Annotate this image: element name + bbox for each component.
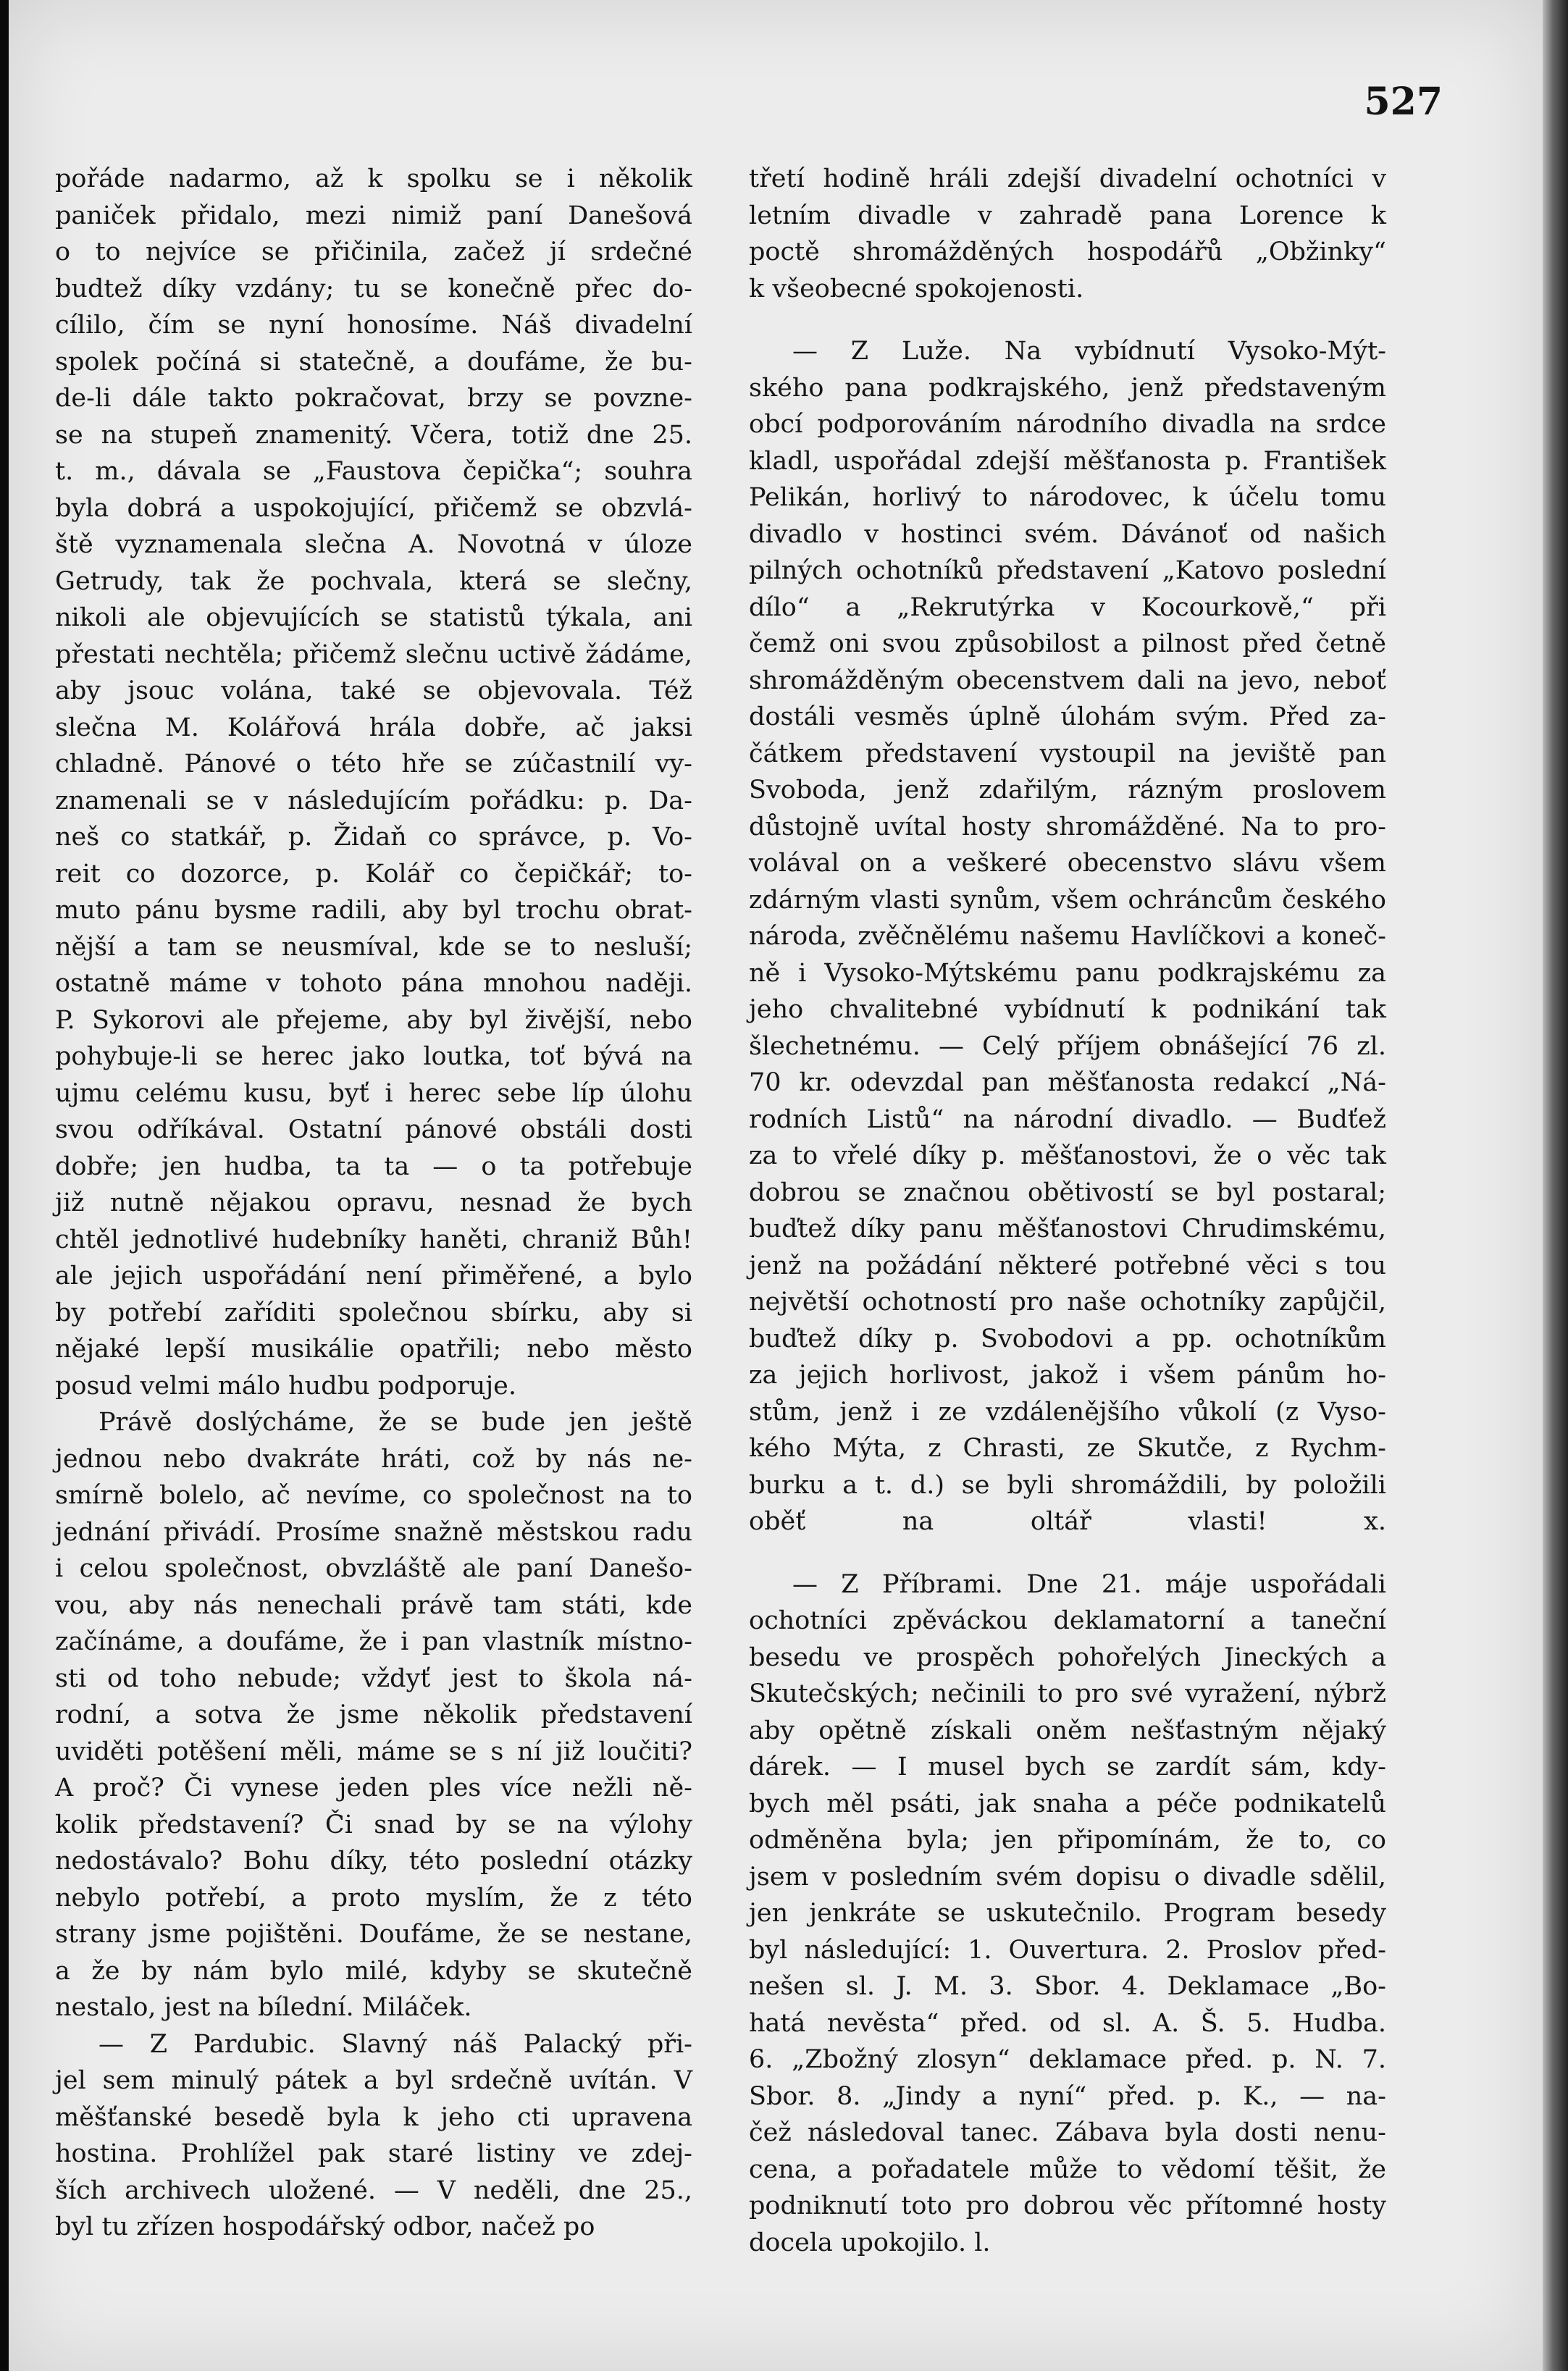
text-line: shromážděným obecenstvem dali na jevo, neboť — [749, 666, 1386, 695]
page-number: 527 — [1364, 80, 1443, 124]
text-line: Getrudy, tak že pochvala, která se slečny, — [55, 566, 692, 596]
text-line: paniček přidalo, mezi nimiž paní Danešová — [55, 201, 692, 230]
text-line: čemž oni svou způsobilost a pilnost před četně — [749, 629, 1386, 658]
text-line: jenž na požádání některé potřebné věci s tou — [749, 1251, 1386, 1280]
text-line: byl následující: 1. Ouvertura. 2. Proslov před- — [749, 1935, 1386, 1965]
text-line: zdárným vlasti synům, všem ochráncům českého — [749, 885, 1386, 915]
text-line: byla dobrá a uspokojující, přičemž se obzvlá- — [55, 493, 692, 523]
text-line: jel sem minulý pátek a byl srdečně uvítán. V — [55, 2066, 692, 2095]
text-line: Právě doslýcháme, že se bude jen ještě — [98, 1408, 692, 1437]
text-line: aby jsouc volána, také se objevovala. Též — [55, 676, 692, 705]
text-line: odměněna byla; jen připomínám, že to, co — [749, 1826, 1386, 1855]
text-line: národa, zvěčnělému našemu Havlíčkovi a koneč- — [749, 922, 1386, 951]
text-line: letním divadle v zahradě pana Lorence k — [749, 201, 1386, 230]
text-line: pilných ochotníků představení „Katovo poslední — [749, 556, 1386, 585]
text-line: ale jejich uspořádání není přiměřené, a bylo — [55, 1262, 692, 1291]
text-line: budtež díky vzdány; tu se konečně přec do- — [55, 274, 692, 303]
text-line: ště vyznamenala slečna A. Novotná v úloze — [55, 530, 692, 559]
text-line: chtěl jednotlivé hudebníky haněti, chraniž Bůh! — [55, 1225, 692, 1254]
text-line: reit co dozorce, p. Kolář co čepičkář; to- — [55, 859, 692, 889]
right-column — [749, 161, 1386, 2261]
text-line: kladl, uspořádal zdejší měšťanosta p. František — [749, 446, 1386, 476]
text-line: začínáme, a doufáme, že i pan vlastník místno- — [55, 1627, 692, 1656]
text-line: jen jenkráte se uskutečnilo. Program besedy — [749, 1899, 1386, 1928]
text-line: 70 kr. odevzdal pan měšťanosta redakcí „Ná- — [749, 1068, 1386, 1097]
text-line: k všeobecné spokojenosti. — [749, 274, 1084, 303]
left-column — [55, 161, 692, 2246]
text-line: stům, jenž i ze vzdálenějšího vůkolí (z Vyso- — [749, 1397, 1386, 1427]
text-line: divadlo v hostinci svém. Dávánoť od našich — [749, 519, 1386, 549]
text-line: neš co statkář, p. Židaň co správce, p. Vo- — [55, 823, 692, 852]
text-line: Skutečských; nečinili to pro své vyražení, nýbrž — [749, 1679, 1386, 1708]
text-line: spolek počíná si statečně, a doufáme, že bu- — [55, 347, 692, 377]
text-line: přestati nechtěla; přičemž slečnu uctivě žádáme, — [55, 639, 692, 669]
text-line: za to vřelé díky p. měšťanostovi, že o věc tak — [749, 1141, 1386, 1170]
text-line: dostáli vesměs úplně úlohám svým. Před za- — [749, 702, 1386, 731]
text-line: ostatně máme v tohoto pána mnohou naději. — [55, 969, 692, 998]
text-line: obcí podporováním národního divadla na srdce — [749, 410, 1386, 439]
text-line: rodních Listů“ na národní divadlo. — Budťež — [749, 1104, 1386, 1134]
text-line: i celou společnost, obvzláště ale paní Danešo- — [55, 1554, 692, 1583]
text-line: buďtež díky p. Svobodovi a pp. ochotníkům — [749, 1324, 1386, 1354]
text-line: nikoli ale objevujících se statistů týkala, ani — [55, 603, 692, 632]
text-line: jeho chvalitebné vybídnutí k podnikání tak — [749, 995, 1386, 1024]
text-line: nebylo potřebí, a proto myslím, že z této — [55, 1883, 692, 1913]
text-line: největší ochotností pro naše ochotníky zapůjčil, — [749, 1288, 1386, 1317]
text-line: hostina. Prohlížel pak staré listiny ve zdej- — [55, 2139, 692, 2168]
text-line: nější a tam se neusmíval, kde se to nesluší; — [55, 932, 692, 962]
text-line: strany jsme pojištěni. Doufáme, že se nestane, — [55, 1920, 692, 1949]
text-line: volával on a veškeré obecenstvo slávu všem — [749, 849, 1386, 878]
text-line: ochotníci zpěváckou deklamatorní a taneční — [749, 1606, 1386, 1635]
text-line: t. m., dávala se „Faustova čepička“; souhra — [55, 457, 692, 486]
text-line: nedostávalo? Bohu díky, této poslední otázky — [55, 1847, 692, 1876]
text-line: buďtež díky panu měšťanostovi Chrudimskému, — [749, 1214, 1386, 1243]
text-line: cena, a pořadatele může to vědomí těšit, že — [749, 2154, 1386, 2184]
paragraph-gap — [749, 307, 1386, 333]
text-line: byl tu zřízen hospodářský odbor, načež po — [55, 2212, 595, 2241]
text-line: A proč? Či vynese jeden ples více nežli ně- — [55, 1774, 692, 1803]
text-line: — Z Příbrami. Dne 21. máje uspořádali — [792, 1569, 1386, 1599]
text-line: — Z Pardubic. Slavný náš Palacký při- — [98, 2029, 692, 2059]
text-line: kého Mýta, z Chrasti, ze Skutče, z Rychm- — [749, 1434, 1386, 1463]
page-edge-shadow — [1543, 0, 1568, 2371]
text-line: nějaké lepší musikálie opatřili; nebo město — [55, 1335, 692, 1364]
text-line: již nutně nějakou opravu, nesnad že bych — [55, 1188, 692, 1217]
text-line: šlechetnému. — Celý příjem obnášející 76 zl. — [749, 1031, 1386, 1061]
text-line: besedu ve prospěch pohořelých Jineckých a — [749, 1642, 1386, 1672]
text-line: Svoboda, jenž zdařilým, rázným proslovem — [749, 776, 1386, 805]
text-line: slečna M. Kolářová hrála dobře, ač jaksi — [55, 713, 692, 742]
text-line: podniknutí toto pro dobrou věc přítomné hosty — [749, 2191, 1386, 2220]
text-line: cílilo, čím se nyní honosíme. Náš divadelní — [55, 311, 692, 340]
text-line: P. Sykorovi ale přejeme, aby byl živější, nebo — [55, 1005, 692, 1035]
text-line: dárek. — I musel bych se zardít sám, kdy- — [749, 1753, 1386, 1782]
text-line: nestalo, jest na bílední. Miláček. — [55, 1993, 472, 2022]
text-line: čátkem představení vystoupil na jeviště pan — [749, 739, 1386, 768]
text-line: ského pana podkrajského, jenž představeným — [749, 373, 1386, 403]
text-line: o to nejvíce se přičinila, začež jí srdečné — [55, 238, 692, 267]
text-line: muto pánu bysme radili, aby byl trochu obrat- — [55, 896, 692, 925]
text-line: chladně. Pánové o této hře se zúčastnilí vy- — [55, 750, 692, 779]
text-line: — Z Luže. Na vybídnutí Vysoko-Mýt- — [792, 337, 1386, 366]
text-line: sti od toho nebude; vždyť jest to škola ná- — [55, 1663, 692, 1693]
text-line: de-li dále takto pokračovat, brzy se povzne- — [55, 384, 692, 413]
text-line: svou odříkával. Ostatní pánové obstáli dosti — [55, 1115, 692, 1144]
text-line: za jejich horlivost, jakož i všem pánům ho- — [749, 1361, 1386, 1390]
text-line: ně i Vysoko-Mýtskému panu podkrajskému za — [749, 958, 1386, 988]
text-line: dobrou se značnou obětivostí se byl postaral; — [749, 1178, 1386, 1207]
text-line: jednou nebo dvakráte hráti, což by nás ne- — [55, 1444, 692, 1474]
text-line: důstojně uvítal hosty shromážděné. Na to pro- — [749, 812, 1386, 842]
text-line: docela upokojilo. l. — [749, 2228, 991, 2257]
text-line: třetí hodině hráli zdejší divadelní ochotníci v — [749, 164, 1386, 193]
text-line: znamenali se v následujícím pořádku: p. Da- — [55, 786, 692, 815]
text-line: Sbor. 8. „Jindy a nyní“ před. p. K., — na- — [749, 2081, 1386, 2111]
text-line: jednání přivádí. Prosíme snažně městskou radu — [55, 1517, 692, 1547]
text-line: měšťanské besedě byla k jeho cti upravena — [55, 2102, 692, 2132]
text-line: se na stupeň znamenitý. Včera, totiž dne 25. — [55, 420, 692, 450]
text-line: by potřebí zaříditi společnou sbírku, aby si — [55, 1298, 692, 1327]
text-line: poctě shromážděných hospodářů „Obžinky“ — [749, 238, 1386, 267]
text-line: oběť na oltář vlasti! x. — [749, 1507, 1386, 1536]
text-line: čež následoval tanec. Zábava byla dosti nenu- — [749, 2118, 1386, 2147]
paragraph-gap — [749, 1540, 1386, 1566]
text-line: 6. „Zbožný zlosyn“ deklamace před. p. N. 7. — [749, 2045, 1386, 2074]
text-line: posud velmi málo hudbu podporuje. — [55, 1371, 517, 1401]
text-line: kolik představení? Či snad by se na výlohy — [55, 1810, 692, 1839]
text-line: dílo“ a „Rekrutýrka v Kocourkově,“ při — [749, 592, 1386, 622]
text-line: aby opětně získali oněm nešťastným nějaký — [749, 1716, 1386, 1745]
text-line: ších archivech uložené. — V neděli, dne 25., — [55, 2175, 692, 2205]
text-line: jsem v posledním svém dopisu o divadle sdělil, — [749, 1862, 1386, 1892]
text-line: burku a t. d.) se byli shromáždili, by položili — [749, 1470, 1386, 1500]
text-line: smírně bolelo, ač nevíme, co společnost na to — [55, 1481, 692, 1510]
text-line: dobře; jen hudba, ta ta — o ta potřebuje — [55, 1151, 692, 1181]
text-line: ujmu celému kusu, byť i herec sebe líp úlohu — [55, 1078, 692, 1108]
text-line: nešen sl. J. M. 3. Sbor. 4. Deklamace „Bo- — [749, 1972, 1386, 2001]
text-line: pohybuje-li se herec jako loutka, toť bývá na — [55, 1042, 692, 1071]
text-line: rodní, a sotva že jsme několik představení — [55, 1700, 692, 1729]
text-line: vou, aby nás nenechali právě tam státi, kde — [55, 1590, 692, 1620]
text-line: pořáde nadarmo, až k spolku se i několik — [55, 164, 692, 193]
text-line: uviděti potěšení měli, máme se s ní již loučiti? — [55, 1737, 692, 1766]
text-line: a že by nám bylo milé, kdyby se skutečně — [55, 1956, 692, 1986]
newspaper-page — [9, 0, 1543, 2371]
text-line: Pelikán, horlivý to národovec, k účelu tomu — [749, 483, 1386, 512]
text-line: hatá nevěsta“ před. od sl. A. Š. 5. Hudba. — [749, 2008, 1386, 2038]
text-line: bych měl psáti, jak snaha a péče podnikatelů — [749, 1789, 1386, 1818]
